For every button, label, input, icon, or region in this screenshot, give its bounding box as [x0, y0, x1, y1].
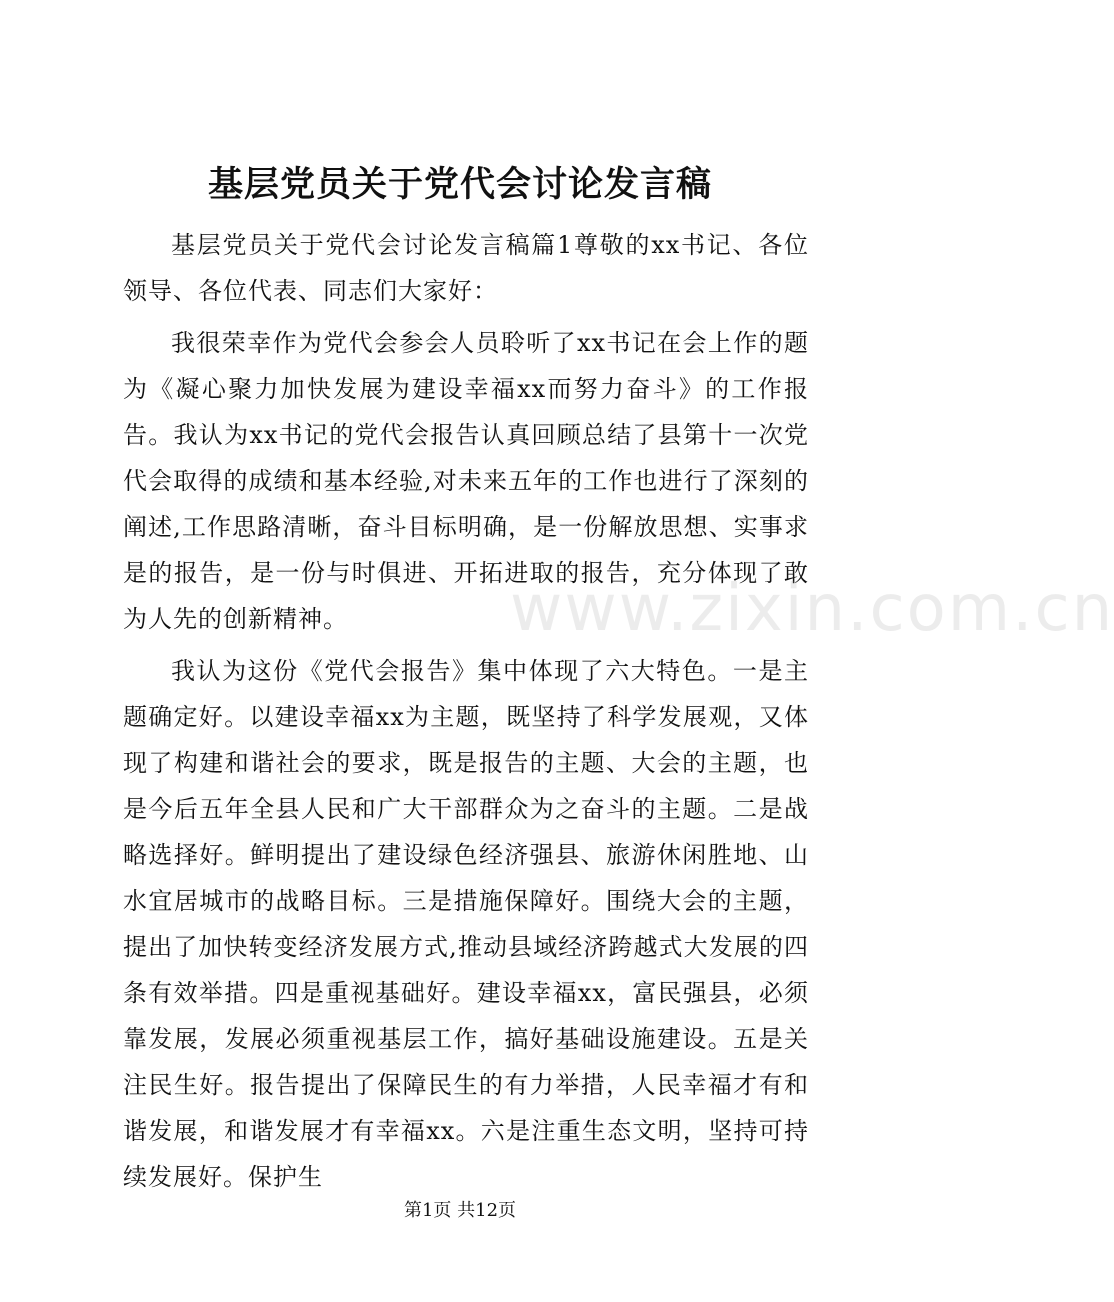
paragraph-2: 我很荣幸作为党代会参会人员聆听了xx书记在会上作的题为《凝心聚力加快发展为建设幸福xx而努力奋斗》的工作报告。我认为xx书记的党代会报告认真回顾总结了县第十一次党代会取得的成绩和基本经验,对未来五年的工作也进行了深刻的阐述,工作思路清晰，奋斗目标明确，是一份解放思想、实事求是的报告，是一份与时俱进、开拓进取的报告，充分体现了敢为人先的创新精神。: [123, 329, 809, 633]
paragraph-1: 基层党员关于党代会讨论发言稿篇1尊敬的xx书记、各位领导、各位代表、同志们大家好：: [123, 231, 809, 305]
paragraph-3: 我认为这份《党代会报告》集中体现了六大特色。一是主题确定好。以建设幸福xx为主题，既坚持了科学发展观，又体现了构建和谐社会的要求，既是报告的主题、大会的主题，也是今后五年全县人民和广大干部群众为之奋斗的主题。二是战略选择好。鲜明提出了建设绿色经济强县、旅游休闲胜地、山水宜居城市的战略目标。三是措施保障好。围绕大会的主题，提出了加快转变经济发展方式,推动县域经济跨越式大发展的四条有效举措。四是重视基础好。建设幸福xx，富民强县，必须靠发展，发展必须重视基层工作，搞好基础设施建设。五是关注民生好。报告提出了保障民生的有力举措，人民幸福才有和谐发展，和谐发展才有幸福xx。六是注重生态文明，坚持可持续发展好。保护生: [123, 657, 809, 1191]
page-footer: 第1页 共12页: [403, 1200, 517, 1221]
document-body: [123, 222, 809, 1200]
document-title: 基层党员关于党代会讨论发言稿: [207, 164, 712, 205]
watermark: www.zixin.com.cn: [510, 572, 1114, 646]
